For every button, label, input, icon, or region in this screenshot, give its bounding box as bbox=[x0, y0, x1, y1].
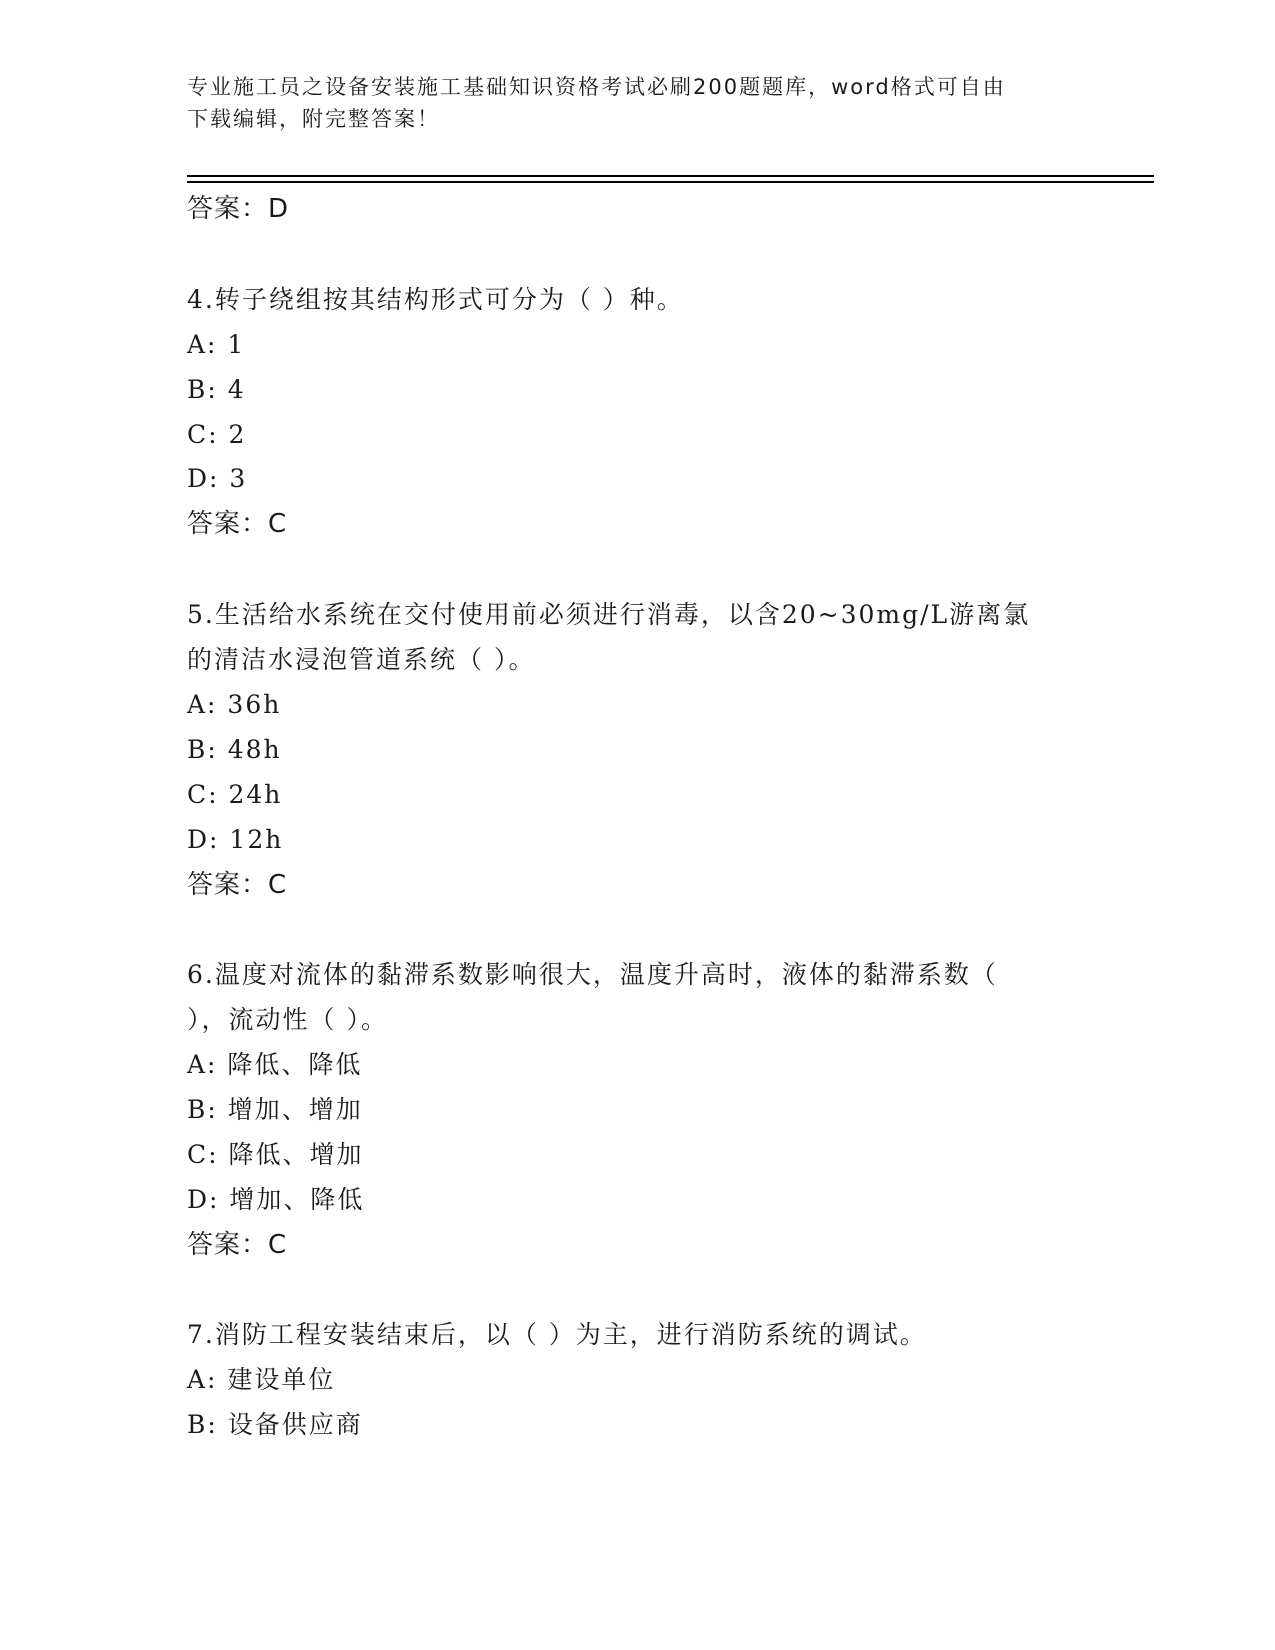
question-5-option-d: D: 12h bbox=[187, 825, 284, 854]
question-6-option-b: B: 增加、增加 bbox=[187, 1095, 363, 1124]
answer-q4: 答案：C bbox=[187, 509, 288, 539]
question-5-option-a: A: 36h bbox=[187, 690, 282, 719]
question-5-stem-line-1: 5.生活给水系统在交付使用前必须进行消毒，以含20~30mg/L游离氯 bbox=[187, 600, 1031, 629]
question-4-option-d: D: 3 bbox=[187, 464, 248, 493]
answer-q5: 答案：C bbox=[187, 870, 288, 900]
question-7-option-a: A: 建设单位 bbox=[187, 1365, 336, 1394]
question-6-option-a: A: 降低、降低 bbox=[187, 1050, 363, 1079]
question-4-stem: 4.转子绕组按其结构形式可分为（ ）种。 bbox=[187, 285, 684, 314]
question-6-option-c: C: 降低、增加 bbox=[187, 1140, 364, 1169]
answer-q6: 答案：C bbox=[187, 1230, 288, 1260]
header-rule-top bbox=[187, 175, 1154, 177]
answer-q3: 答案：D bbox=[187, 194, 290, 224]
question-5-option-b: B: 48h bbox=[187, 735, 282, 764]
question-6-stem-line-2: ），流动性（ ）。 bbox=[187, 1005, 388, 1034]
question-7-stem: 7.消防工程安装结束后，以（ ）为主，进行消防系统的调试。 bbox=[187, 1320, 927, 1349]
question-4-option-b: B: 4 bbox=[187, 375, 246, 404]
question-7-option-b: B: 设备供应商 bbox=[187, 1410, 363, 1439]
question-6-option-d: D: 增加、降低 bbox=[187, 1185, 365, 1214]
question-4-option-a: A: 1 bbox=[187, 330, 246, 359]
question-6-stem-line-1: 6.温度对流体的黏滞系数影响很大，温度升高时，液体的黏滞系数（ bbox=[187, 960, 998, 989]
header-line-2: 下载编辑，附完整答案！ bbox=[187, 107, 440, 131]
question-5-stem-line-2: 的清洁水浸泡管道系统（ ）。 bbox=[187, 645, 536, 674]
question-4-option-c: C: 2 bbox=[187, 420, 247, 449]
header-rule-bottom bbox=[187, 181, 1154, 183]
question-5-option-c: C: 24h bbox=[187, 780, 283, 809]
header-line-1: 专业施工员之设备安装施工基础知识资格考试必刷200题题库，word格式可自由 bbox=[187, 75, 1006, 99]
